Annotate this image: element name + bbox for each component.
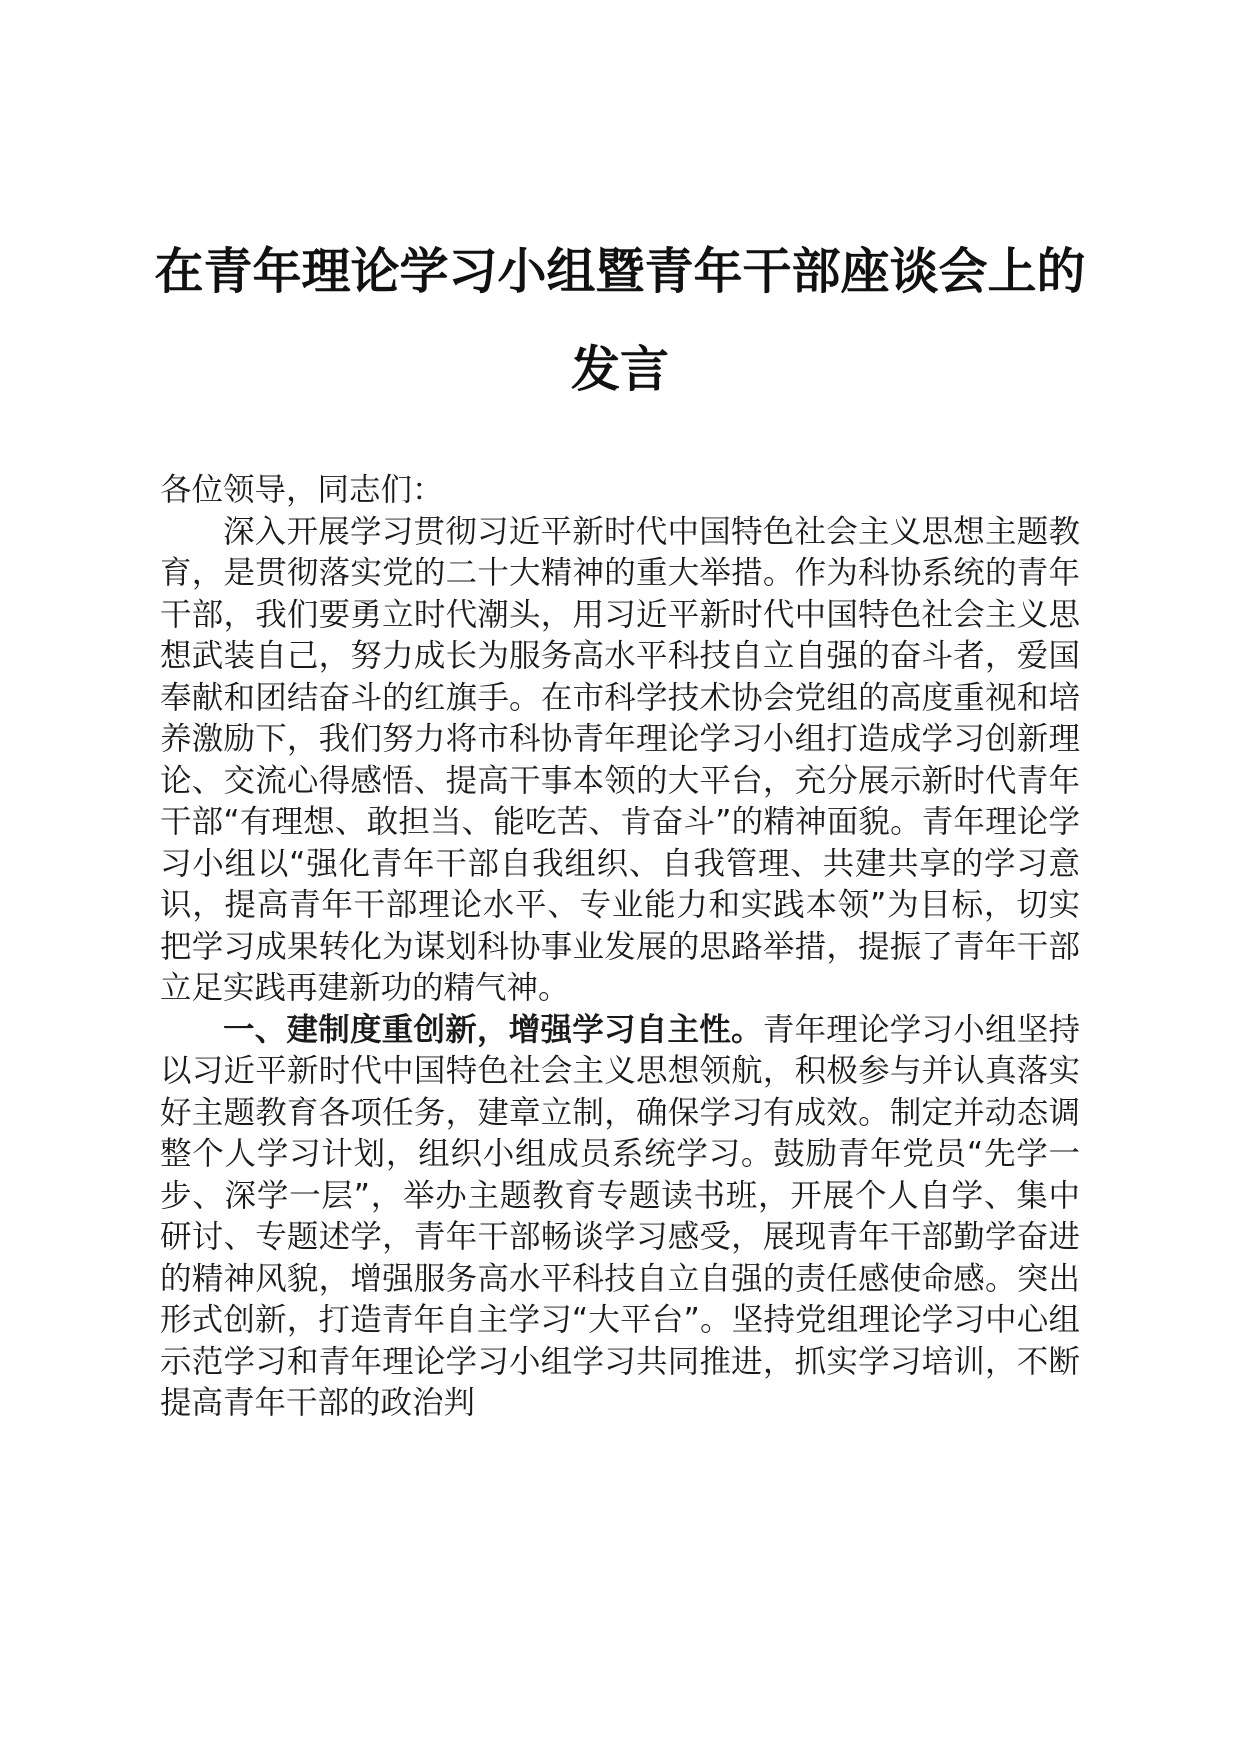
document-title: 在青年理论学习小组暨青年干部座谈会上的发言 (154, 242, 1086, 398)
section-1-heading: 一、建制度重创新，增强学习自主性。 (223, 1011, 763, 1048)
document-body (160, 470, 1080, 1425)
paragraph-section-1 (160, 1010, 1080, 1425)
paragraph-intro: 深入开展学习贯彻习近平新时代中国特色社会主义思想主题教育，是贯彻落实党的二十大精神的重大举措。作为科协系统的青年干部，我们要勇立时代潮头，用习近平新时代中国特色社会主义思想武装自己，努力成长为服务高水平科技自立自强的奋斗者，爱国奉献和团结奋斗的红旗手。在市科学技术协会党组的高度重视和培养激励下，我们努力将市科协青年理论学习小组打造成学习创新理论、交流心得感悟、提高干事本领的大平台，充分展示新时代青年干部“有理想、敢担当、能吃苦、肯奋斗”的精神面貌。青年理论学习小组以“强化青年干部自我组织、自我管理、共建共享的学习意识，提高青年干部理论水平、专业能力和实践本领”为目标，切实把学习成果转化为谋划科协事业发展的思路举措，提振了青年干部立足实践再建新功的精气神。 (160, 513, 1080, 1006)
section-1-text: 青年理论学习小组坚持以习近平新时代中国特色社会主义思想领航，积极参与并认真落实好主题教育各项任务，建章立制，确保学习有成效。制定并动态调整个人学习计划，组织小组成员系统学习。鼓励青年党员“先学一步、深学一层”，举办主题教育专题读书班，开展个人自学、集中研讨、专题述学，青年干部畅谈学习感受，展现青年干部勤学奋进的精神风貌，增强服务高水平科技自立自强的责任感使命感。突出形式创新，打造青年自主学习“大平台”。坚持党组理论学习中心组示范学习和青年理论学习小组学习共同推进，抓实学习培训，不断提高青年干部的政治判 (160, 1011, 1080, 1421)
salutation: 各位领导，同志们： (160, 472, 444, 508)
